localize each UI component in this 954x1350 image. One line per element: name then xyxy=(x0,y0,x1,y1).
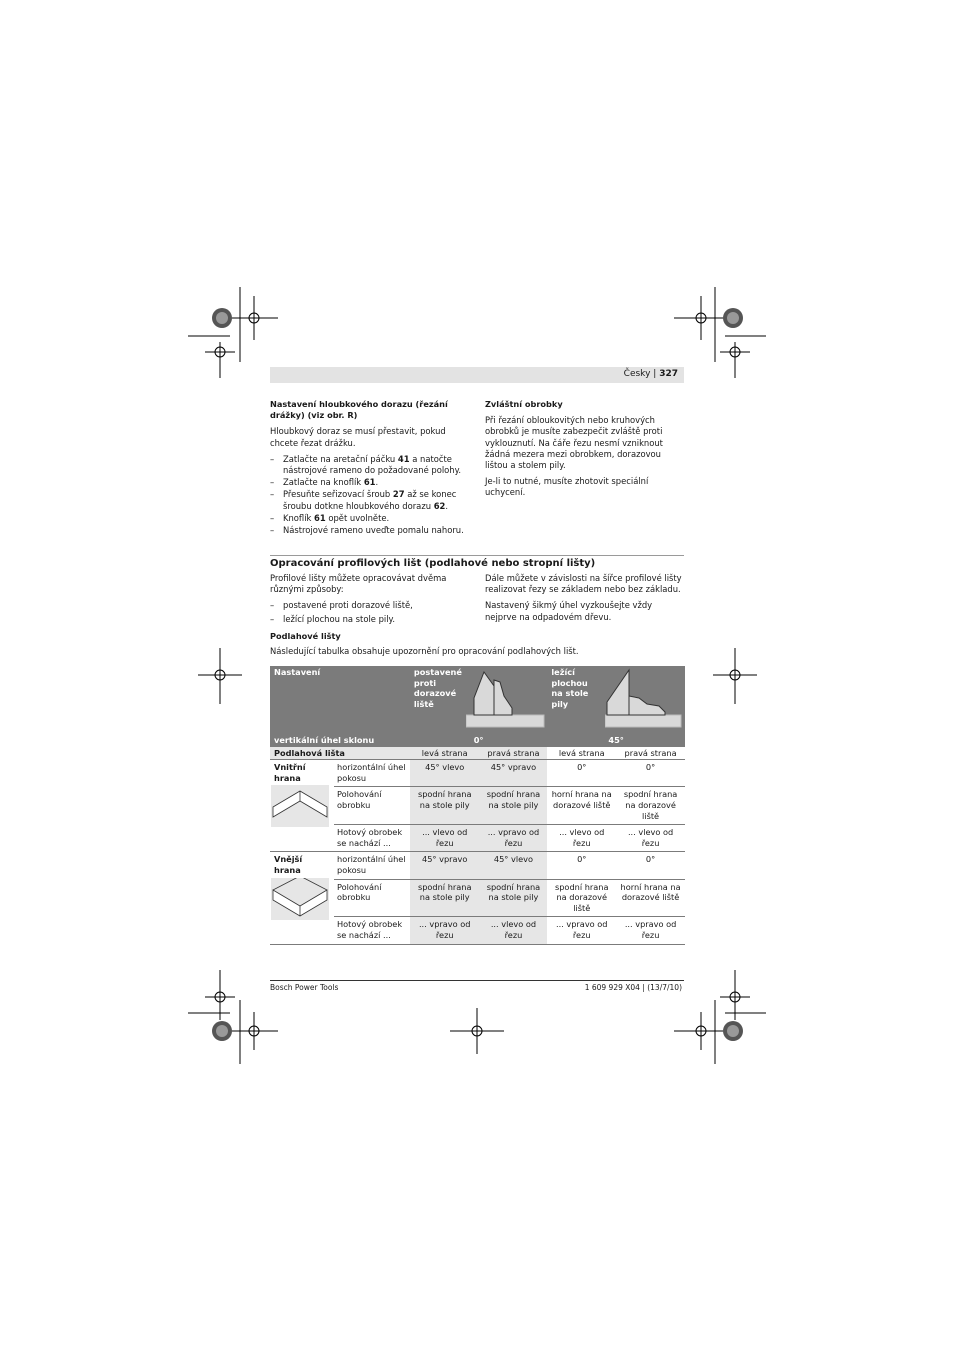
miter-corner-icon xyxy=(270,785,330,827)
table-cell: horní hrana na dorazové liště xyxy=(616,879,685,917)
group-cell xyxy=(270,852,334,944)
special-workpieces-text-2: Je-li to nutné, musíte zhotovit speciální uchycení. xyxy=(485,476,649,498)
special-workpieces-text-1: Při řezání obloukovitých nebo kruhových obrobků je musíte zabezpečit zvláště proti vyklouznutí. Na čáře řezu nesmí vzniknout žádná mezera mezi obrobkem, dorazovou lištou a stolem pily. xyxy=(485,415,663,471)
table-cell: ... vpravo od řezu xyxy=(410,917,480,944)
vertical-angle-label: vertikální úhel sklonu xyxy=(274,735,375,745)
group-icon xyxy=(270,785,330,827)
row-label: Polohování obrobku xyxy=(334,787,410,825)
header-setting: Nastavení xyxy=(274,667,321,677)
table-cell: ... vlevo od řezu xyxy=(616,825,685,852)
table-cell: spodní hrana na stole pily xyxy=(480,787,548,825)
group-name: Vnější hrana xyxy=(274,854,303,875)
floor-moldings-heading: Podlahové lišty xyxy=(270,631,341,641)
section-right-text-2: Nastavený šikmý úhel vyzkoušejte vždy nejprve na odpadovém dřevu. xyxy=(485,600,653,622)
list-item: – postavené proti dorazové liště, xyxy=(270,600,413,611)
page-number: 327 xyxy=(659,369,678,379)
table-cell: spodní hrana na dorazové liště xyxy=(547,879,616,917)
row-label: Hotový obrobek se nachází ... xyxy=(334,825,410,852)
table-cell: ... vpravo od řezu xyxy=(547,917,616,944)
footer-divider xyxy=(270,980,684,981)
special-workpieces-heading: Zvláštní obrobky xyxy=(485,399,563,409)
table-cell: ... vpravo od řezu xyxy=(480,825,548,852)
depth-stop-intro: Hloubkový doraz se musí přestavit, pokud chcete řezat drážku. xyxy=(270,426,446,448)
table-subheader-row xyxy=(270,747,685,760)
header-mode-upright-label: postavené proti dorazové liště xyxy=(413,667,462,709)
row-label: horizontální úhel pokosu xyxy=(334,760,410,787)
section-title: Opracování profilových lišt (podlahové nebo stropní lišty) xyxy=(270,558,596,569)
right-column xyxy=(485,399,685,504)
list-item: – Zatlačte na knoflík 61. xyxy=(270,477,379,488)
table-row xyxy=(270,852,685,879)
header-mode-flat-label: ležící plochou na stole pily xyxy=(551,667,589,709)
subheader-col: levá strana xyxy=(558,747,605,758)
header-separator: | xyxy=(653,369,657,379)
depth-stop-steps xyxy=(270,454,470,536)
table-row xyxy=(270,760,685,787)
flat-molding-icon xyxy=(605,668,685,728)
subheader-label: Podlahová lišta xyxy=(270,747,410,760)
list-item: – Přesuňte seřizovací šroub 27 až se konec šroubu dotkne hloubkového dorazu 62. xyxy=(270,489,457,511)
table-cell: 45° vlevo xyxy=(410,760,480,787)
table-cell: spodní hrana na dorazové liště xyxy=(616,787,685,825)
section-left-column xyxy=(270,573,470,625)
table-cell: 0° xyxy=(547,760,616,787)
group-cell xyxy=(270,760,334,852)
page-header xyxy=(270,367,684,383)
table-cell: ... vlevo od řezu xyxy=(480,917,548,944)
row-label: Hotový obrobek se nachází ... xyxy=(334,917,410,944)
footer-left: Bosch Power Tools xyxy=(270,983,339,992)
group-icon xyxy=(270,878,330,920)
molding-table xyxy=(270,666,685,945)
list-item: – ležící plochou na stole pily. xyxy=(270,613,395,624)
table-header-row xyxy=(270,666,685,734)
table-cell: horní hrana na dorazové liště xyxy=(547,787,616,825)
table-cell: spodní hrana na stole pily xyxy=(410,787,480,825)
table-cell: 45° vlevo xyxy=(480,852,548,879)
section-divider xyxy=(270,555,684,556)
table-angle-row xyxy=(270,734,685,747)
table-cell: ... vlevo od řezu xyxy=(410,825,480,852)
vertical-angle-45: 45° xyxy=(608,735,624,745)
depth-stop-heading: Nastavení hloubkového dorazu (řezání drážky) (viz obr. R) xyxy=(270,399,448,421)
list-item: – Zatlačte na aretační páčku 41 a natočte nástrojové rameno do požadované polohy. xyxy=(270,453,462,476)
row-label: horizontální úhel pokosu xyxy=(334,852,410,879)
table-cell: 45° vpravo xyxy=(480,760,548,787)
subheader-col: pravá strana xyxy=(480,747,548,760)
list-item: – Nástrojové rameno uveďte pomalu nahoru. xyxy=(270,525,464,536)
subheader-col: pravá strana xyxy=(624,747,677,758)
table-cell: 0° xyxy=(616,852,685,879)
floor-moldings-intro: Následující tabulka obsahuje upozornění pro opracování podlahových lišt. xyxy=(270,646,579,656)
table-cell: spodní hrana na stole pily xyxy=(410,879,480,917)
miter-corner-icon xyxy=(270,878,330,920)
header-text xyxy=(624,369,678,379)
table-cell: ... vpravo od řezu xyxy=(616,917,685,944)
group-name: Vnitřní hrana xyxy=(274,762,306,783)
header-mode-upright xyxy=(410,666,547,734)
table-cell: 0° xyxy=(616,760,685,787)
footer-right: 1 609 929 X04 | (13/7/10) xyxy=(584,983,682,992)
table-cell: 45° vpravo xyxy=(410,852,480,879)
section-right-column xyxy=(485,573,685,628)
table-cell: spodní hrana na stole pily xyxy=(480,879,548,917)
vertical-angle-0: 0° xyxy=(473,735,484,745)
upright-molding-icon xyxy=(466,668,546,728)
table-cell: ... vlevo od řezu xyxy=(547,825,616,852)
header-mode-flat xyxy=(547,666,685,734)
section-left-intro: Profilové lišty můžete opracovávat dvěma různými způsoby: xyxy=(270,573,447,595)
list-item: – Knoflík 61 opět uvolněte. xyxy=(270,512,390,523)
section-right-text-1: Dále můžete v závislosti na šířce profilové lišty realizovat řezy se základem nebo bez základu. xyxy=(485,573,682,595)
header-language: Česky xyxy=(623,369,651,379)
subheader-col: levá strana xyxy=(410,747,480,760)
table-cell: 0° xyxy=(547,852,616,879)
left-column xyxy=(270,399,470,537)
table-body xyxy=(270,760,685,944)
row-label: Polohování obrobku xyxy=(334,879,410,917)
